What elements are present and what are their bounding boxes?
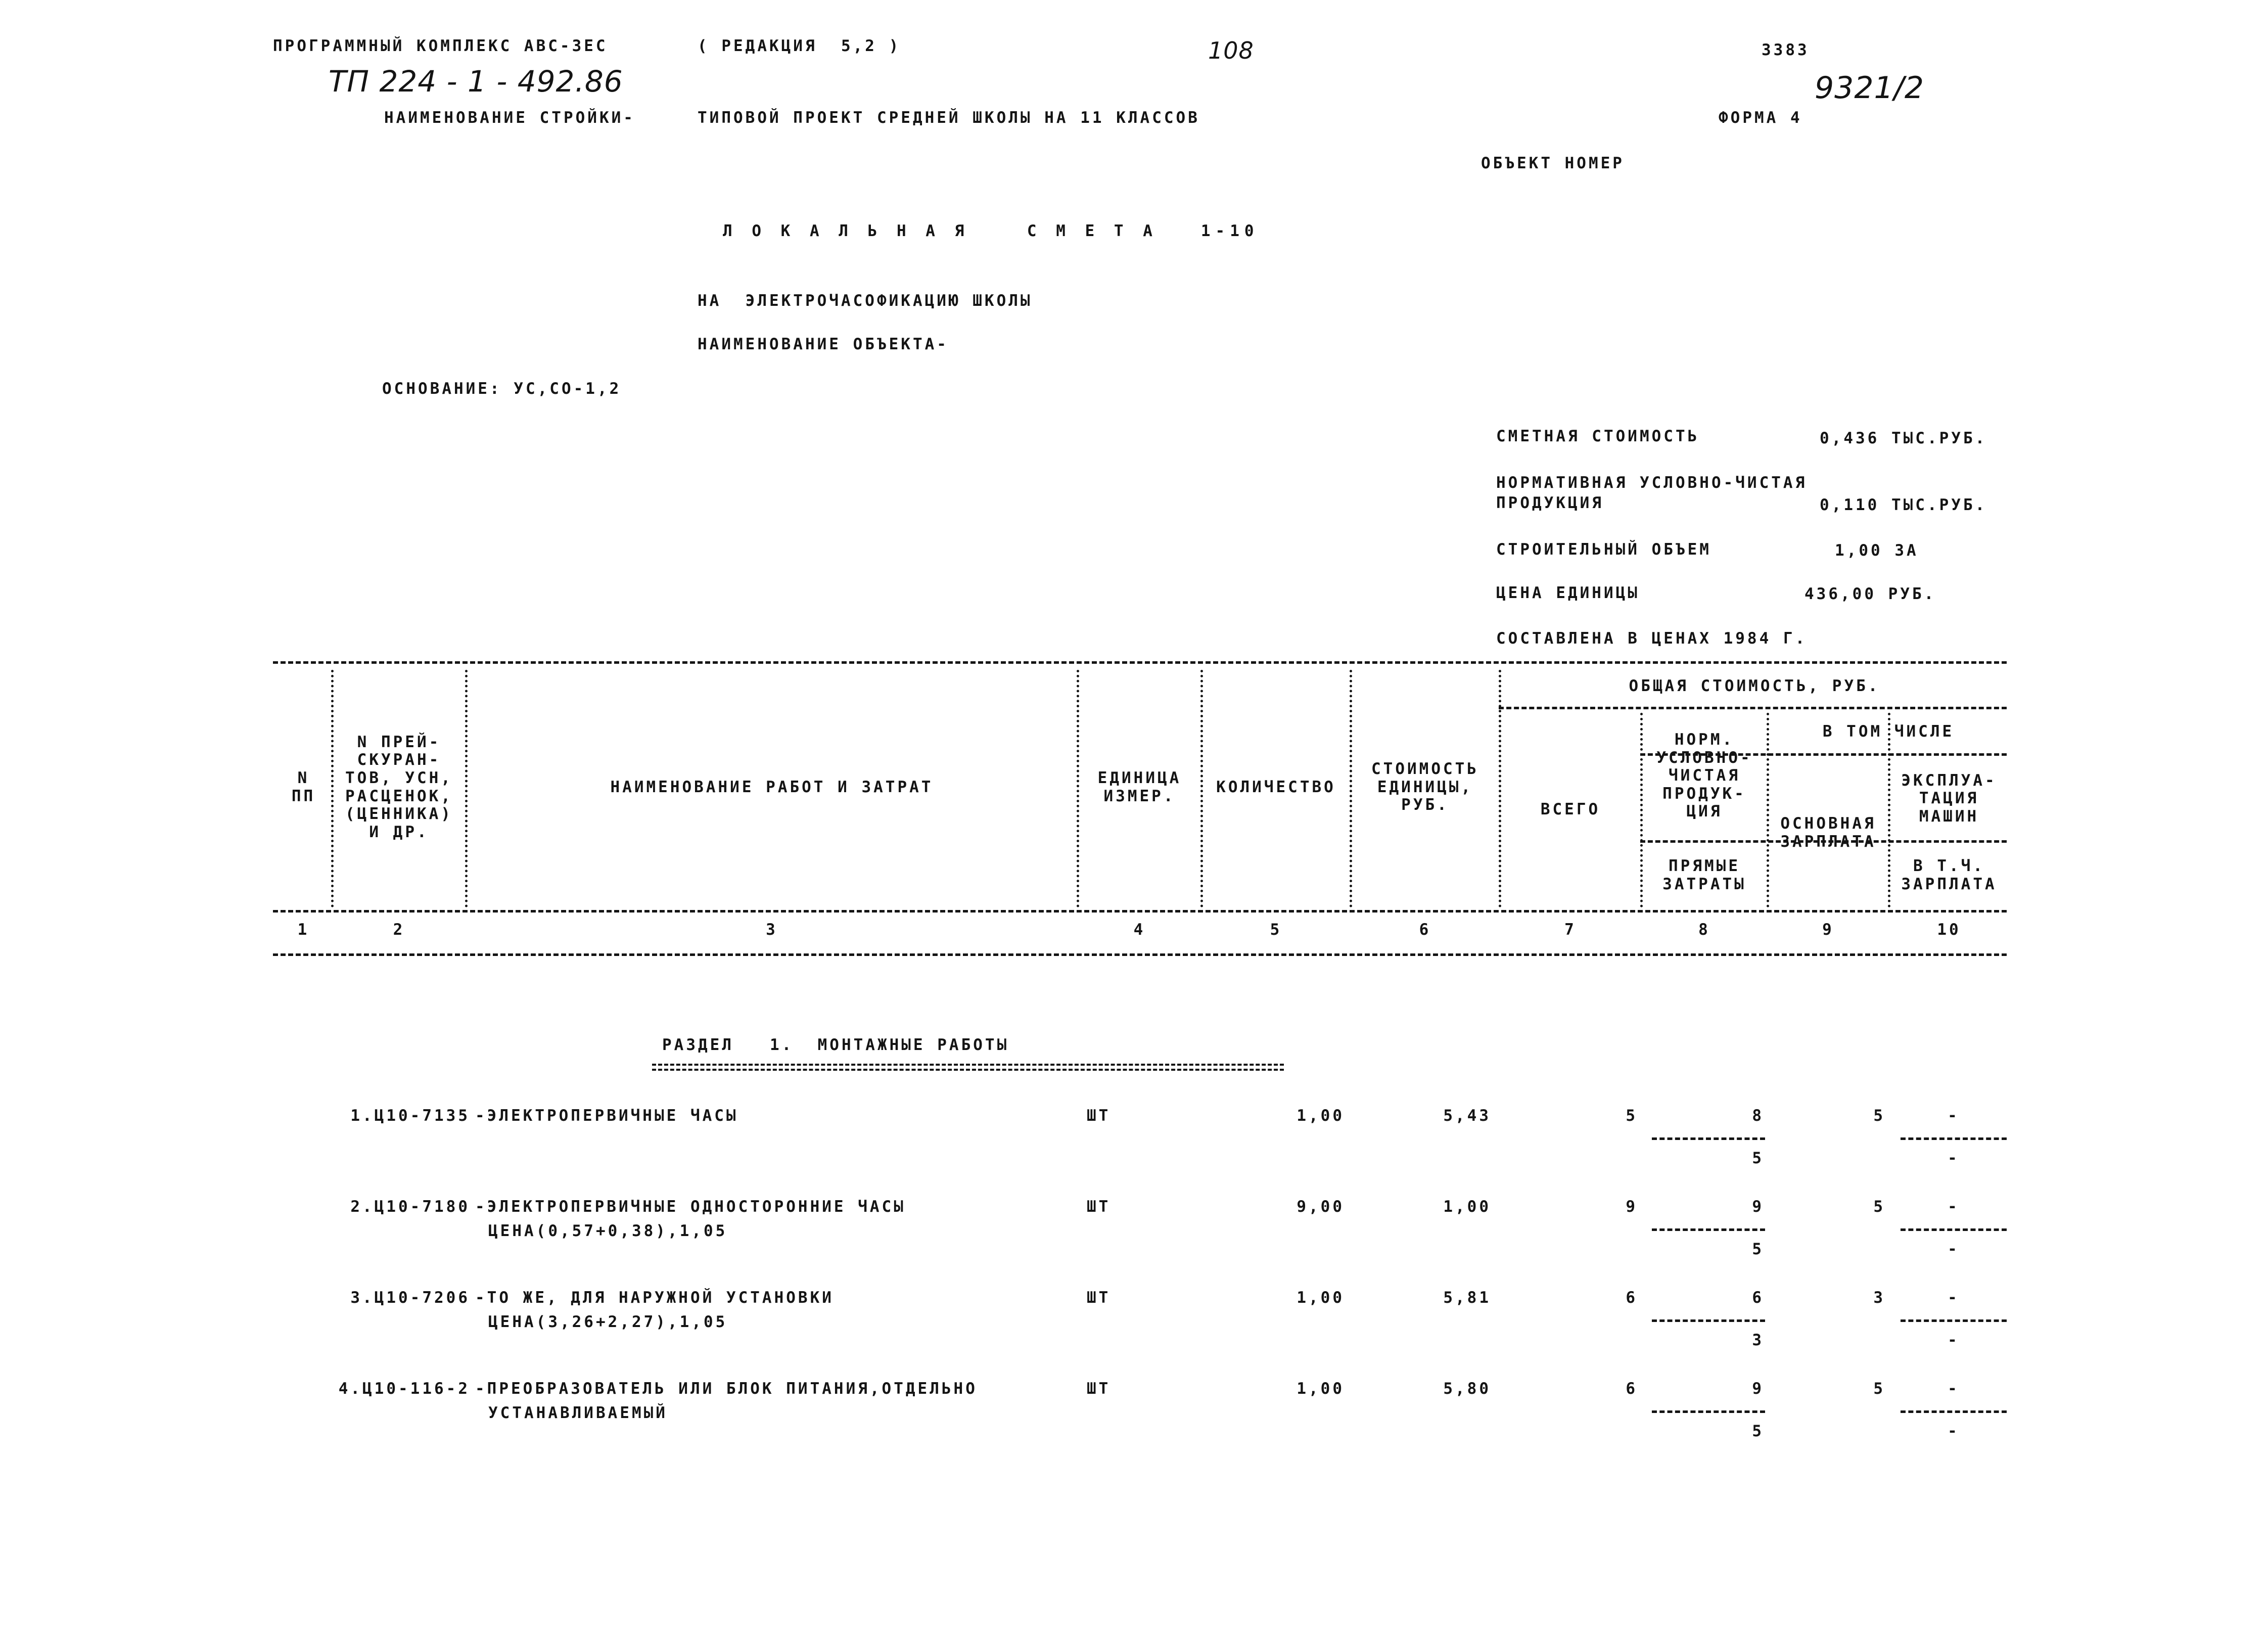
project-code: ТП 224 - 1 - 492.86 — [329, 64, 623, 99]
row-code: 1.Ц10-7135 — [350, 1107, 470, 1125]
object-number: ОБЪЕКТ НОМЕР — [1481, 154, 1625, 172]
row-base-salary: 5 — [1873, 1198, 1885, 1216]
row-code: 4.Ц10-116-2 — [338, 1380, 470, 1398]
row-unit: ШТ — [1087, 1107, 1111, 1125]
row-direct-costs: 3 — [1752, 1331, 1764, 1349]
row-split-rule — [1652, 1228, 1765, 1231]
header-unit: ЕДИНИЦА ИЗМЕР. — [1097, 768, 1182, 805]
row-quantity: 1,00 — [1297, 1107, 1345, 1125]
section-underline — [652, 1064, 1284, 1066]
row-split-rule — [1652, 1410, 1765, 1413]
row-unit-cost: 5,43 — [1443, 1107, 1491, 1125]
row-name: -ЭЛЕКТРОПЕРВИЧНЫЕ ОДНОСТОРОННИЕ ЧАСЫ — [475, 1198, 906, 1216]
row-code: 3.Ц10-7206 — [350, 1289, 470, 1307]
row-unit: ШТ — [1087, 1289, 1111, 1307]
estimate-title: Л О К А Л Ь Н А Я С М Е Т А 1-10 — [723, 222, 1259, 240]
column-divider — [331, 670, 334, 907]
header-normative: НОРМ. УСЛОВНО- ЧИСТАЯ ПРОДУК- ЦИЯ — [1656, 730, 1752, 821]
row-unit-cost: 5,80 — [1443, 1380, 1491, 1398]
estimate-subject: НА ЭЛЕКТРОЧАСОФИКАЦИЮ ШКОЛЫ — [698, 292, 1033, 310]
column-number: 10 — [1937, 921, 1961, 939]
row-machines-salary: - — [1948, 1240, 1960, 1258]
row-direct-costs: 5 — [1752, 1422, 1764, 1440]
row-machines: - — [1948, 1107, 1960, 1125]
column-number: 8 — [1698, 921, 1710, 939]
row-unit: ШТ — [1087, 1380, 1111, 1398]
column-number: 3 — [766, 921, 778, 939]
column-number: 6 — [1419, 921, 1431, 939]
row-split-rule — [1652, 1319, 1765, 1322]
row-unit: ШТ — [1087, 1198, 1111, 1216]
edition: ( РЕДАКЦИЯ 5,2 ) — [698, 37, 901, 55]
column-number: 7 — [1564, 921, 1577, 939]
estimate-cost-label: СМЕТНАЯ СТОИМОСТЬ — [1496, 427, 1700, 445]
volume-value: 1,00 ЗА — [1835, 541, 1919, 560]
header-work-name: НАИМЕНОВАНИЕ РАБОТ И ЗАТРАТ — [610, 778, 934, 796]
construction-label: НАИМЕНОВАНИЕ СТРОЙКИ- — [384, 109, 635, 127]
row-base-salary: 3 — [1873, 1289, 1885, 1307]
row-machines: - — [1948, 1198, 1960, 1216]
row-total: 6 — [1626, 1289, 1638, 1307]
row-name: -ТО ЖЕ, ДЛЯ НАРУЖНОЙ УСТАНОВКИ — [475, 1289, 834, 1307]
header-unit-cost: СТОИМОСТЬ ЕДИНИЦЫ, РУБ. — [1371, 760, 1479, 814]
column-divider — [465, 670, 468, 907]
construction-name: ТИПОВОЙ ПРОЕКТ СРЕДНЕЙ ШКОЛЫ НА 11 КЛАССОВ — [698, 109, 1200, 127]
row-unit-cost: 5,81 — [1443, 1289, 1491, 1307]
column-number: 5 — [1270, 921, 1282, 939]
volume-label: СТРОИТЕЛЬНЫЙ ОБЪЕМ — [1496, 540, 1711, 559]
row-code: 2.Ц10-7180 — [350, 1198, 470, 1216]
table-top-rule — [273, 661, 2007, 664]
header-base-salary: ОСНОВНАЯ ЗАРПЛАТА — [1780, 814, 1876, 851]
row-split-rule — [1901, 1228, 2007, 1231]
row-machines: - — [1948, 1289, 1960, 1307]
row-normative: 6 — [1752, 1289, 1764, 1307]
unit-price-value: 436,00 РУБ. — [1804, 585, 1936, 603]
column-number: 2 — [393, 921, 405, 939]
row-name: -ПРЕОБРАЗОВАТЕЛЬ ИЛИ БЛОК ПИТАНИЯ,ОТДЕЛЬНО — [475, 1380, 978, 1398]
column-divider — [1350, 670, 1352, 907]
program-name: ПРОГРАММНЫЙ КОМПЛЕКС АВС-3ЕС — [273, 37, 608, 55]
row-machines-salary: - — [1948, 1149, 1960, 1167]
row-total: 9 — [1626, 1198, 1638, 1216]
row-machines: - — [1948, 1380, 1960, 1398]
row-machines-salary: - — [1948, 1331, 1960, 1349]
row-name-detail: ЦЕНА(0,57+0,38),1,05 — [488, 1222, 728, 1240]
sheet-code: 9321/2 — [1815, 70, 1925, 106]
header-bottom-rule — [273, 910, 2007, 913]
normative-value: 0,110 ТЫС.РУБ. — [1820, 496, 1987, 514]
row-total: 6 — [1626, 1380, 1638, 1398]
document-id: 3383 — [1762, 41, 1810, 59]
header-number: N ПП — [291, 768, 316, 805]
header-machines-salary: В Т.Ч. ЗАРПЛАТА — [1901, 856, 1997, 893]
column-divider — [1640, 713, 1643, 907]
row-machines-salary: - — [1948, 1422, 1960, 1440]
table-row — [0, 1289, 2268, 1370]
row-direct-costs: 5 — [1752, 1240, 1764, 1258]
column-divider — [1077, 670, 1079, 907]
basis: ОСНОВАНИЕ: УС,СО-1,2 — [382, 380, 622, 398]
column-number: 9 — [1822, 921, 1834, 939]
row-split-rule — [1652, 1137, 1765, 1140]
column-divider — [1767, 713, 1769, 907]
row-name-detail: УСТАНАВЛИВАЕМЫЙ — [488, 1404, 668, 1422]
unit-price-label: ЦЕНА ЕДИНИЦЫ — [1496, 584, 1640, 602]
row-normative: 9 — [1752, 1380, 1764, 1398]
normative-label-1: НОРМАТИВНАЯ УСЛОВНО-ЧИСТАЯ — [1496, 474, 1808, 492]
header-direct-costs: ПРЯМЫЕ ЗАТРАТЫ — [1662, 856, 1746, 893]
row-quantity: 1,00 — [1297, 1380, 1345, 1398]
row-normative: 8 — [1752, 1107, 1764, 1125]
row-base-salary: 5 — [1873, 1380, 1885, 1398]
row-split-rule — [1901, 1319, 2007, 1322]
row-base-salary: 5 — [1873, 1107, 1885, 1125]
header-total: ВСЕГО — [1540, 800, 1601, 818]
header-including: В ТОМ ЧИСЛЕ — [1822, 722, 1955, 741]
column-divider — [1200, 670, 1203, 907]
table-row — [0, 1380, 2268, 1461]
column-number: 1 — [297, 921, 310, 939]
row-quantity: 1,00 — [1297, 1289, 1345, 1307]
section-title: РАЗДЕЛ 1. МОНТАЖНЫЕ РАБОТЫ — [662, 1036, 1009, 1054]
row-name: -ЭЛЕКТРОПЕРВИЧНЫЕ ЧАСЫ — [475, 1107, 738, 1125]
estimate-cost-value: 0,436 ТЫС.РУБ. — [1820, 429, 1987, 447]
row-normative: 9 — [1752, 1198, 1764, 1216]
header-machines: ЭКСПЛУА- ТАЦИЯ МАШИН — [1901, 771, 1997, 826]
form-label: ФОРМА 4 — [1719, 109, 1802, 127]
column-divider — [1499, 670, 1501, 907]
row-split-rule — [1901, 1410, 2007, 1413]
column-number: 4 — [1133, 921, 1146, 939]
row-split-rule — [1901, 1137, 2007, 1140]
row-total: 5 — [1626, 1107, 1638, 1125]
numbers-bottom-rule — [273, 953, 2007, 956]
header-total-cost: ОБЩАЯ СТОИМОСТЬ, РУБ. — [1629, 677, 1880, 696]
object-name-label: НАИМЕНОВАНИЕ ОБЪЕКТА- — [698, 335, 949, 353]
normative-label-2: ПРОДУКЦИЯ — [1496, 494, 1604, 512]
row-quantity: 9,00 — [1297, 1198, 1345, 1216]
header-quantity: КОЛИЧЕСТВО — [1216, 778, 1336, 796]
prices-year: СОСТАВЛЕНА В ЦЕНАХ 1984 Г. — [1496, 629, 1808, 648]
row-direct-costs: 5 — [1752, 1149, 1764, 1167]
table-row — [0, 1198, 2268, 1279]
table-row — [0, 1107, 2268, 1188]
header-price-ref: N ПРЕЙ- СКУРАН- ТОВ, УСН, РАСЦЕНОК, (ЦЕННИКА) И ДР. — [345, 733, 453, 841]
total-cost-rule — [1499, 707, 2007, 709]
page-number: 108 — [1208, 37, 1254, 64]
row-unit-cost: 1,00 — [1443, 1198, 1491, 1216]
section-underline — [652, 1069, 1284, 1071]
row-name-detail: ЦЕНА(3,26+2,27),1,05 — [488, 1313, 728, 1331]
